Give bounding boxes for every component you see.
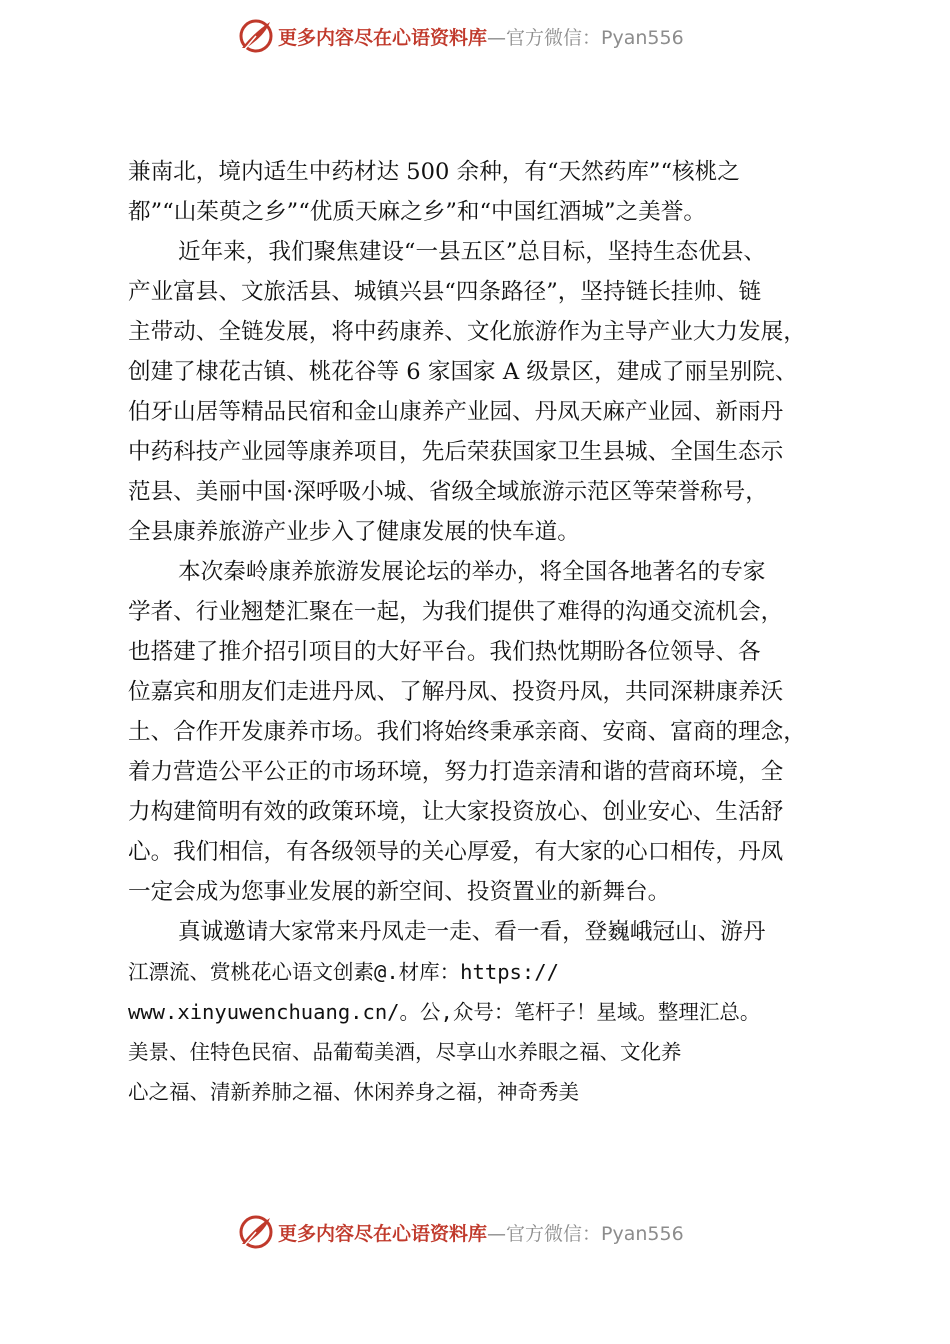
header-banner	[236, 16, 736, 56]
body-line: 真诚邀请大家常来丹凤走一走、看一看，登巍峨冠山、游丹	[178, 919, 766, 945]
body-line: 江漂流、赏桃花心语文创素@.材库：https://	[128, 960, 559, 984]
body-line: 全县康养旅游产业步入了健康发展的快车道。	[128, 519, 580, 545]
document-body	[128, 152, 868, 1112]
quill-logo-icon	[236, 1212, 276, 1252]
body-line: 近年来，我们聚焦建设“一县五区”总目标，坚持生态优县、	[178, 239, 766, 265]
body-line: 一定会成为您事业发展的新空间、投资置业的新舞台。	[128, 879, 671, 905]
body-line: 中药科技产业园等康养项目，先后荣获国家卫生县城、全国生态示	[128, 439, 784, 465]
body-line: 创建了棣花古镇、桃花谷等 6 家国家 A 级景区，建成了丽呈别院、	[128, 359, 798, 385]
body-line: 也搭建了推介招引项目的大好平台。我们热忱期盼各位领导、各	[128, 639, 761, 665]
body-line: www.xinyuwenchuang.cn/。公,众号：笔杆子！星域。整理汇总。	[128, 1000, 761, 1024]
body-line: 位嘉宾和朋友们走进丹凤、了解丹凤、投资丹凤，共同深耕康养沃	[128, 679, 784, 705]
body-line: 本次秦岭康养旅游发展论坛的举办，将全国各地著名的专家	[178, 559, 766, 585]
body-line: 着力营造公平公正的市场环境，努力打造亲清和谐的营商环境，全	[128, 759, 784, 785]
body-line: 兼南北，境内适生中药材达 500 余种，有“天然药库”“核桃之	[128, 159, 740, 185]
footer-wechat-text: —官方微信：Pyan556	[487, 1222, 684, 1245]
body-line: 力构建简明有效的政策环境，让大家投资放心、创业安心、生活舒	[128, 799, 784, 825]
body-line: 心。我们相信，有各级领导的关心厚爱，有大家的心口相传，丹凤	[128, 839, 784, 865]
quill-logo-icon	[236, 16, 276, 56]
body-line: 土、合作开发康养市场。我们将始终秉承亲商、安商、富商的理念，	[128, 719, 806, 745]
body-line: 主带动、全链发展，将中药康养、文化旅游作为主导产业大力发展，	[128, 319, 806, 345]
body-line: 学者、行业翘楚汇聚在一起，为我们提供了难得的沟通交流机会，	[128, 599, 784, 625]
body-line: 范县、美丽中国·深呼吸小城、省级全域旅游示范区等荣誉称号，	[128, 479, 768, 505]
body-line: 伯牙山居等精品民宿和金山康养产业园、丹凤天麻产业园、新雨丹	[128, 399, 784, 425]
body-line: 美景、住特色民宿、品葡萄美酒，尽享山水养眼之福、文化养	[128, 1040, 682, 1064]
body-line: 都”“山茱萸之乡”“优质天麻之乡”和“中国红酒城”之美誉。	[128, 199, 706, 225]
body-line: 心之福、清新养肺之福、休闲养身之福，神奇秀美	[128, 1080, 579, 1104]
body-line: 产业富县、文旅活县、城镇兴县“四条路径”，坚持链长挂帅、链	[128, 279, 762, 305]
footer-site-text: 更多内容尽在心语资料库	[278, 1222, 488, 1245]
header-wechat-text: —官方微信：Pyan556	[487, 26, 684, 49]
header-site-text: 更多内容尽在心语资料库	[278, 26, 488, 49]
footer-banner	[236, 1212, 736, 1252]
